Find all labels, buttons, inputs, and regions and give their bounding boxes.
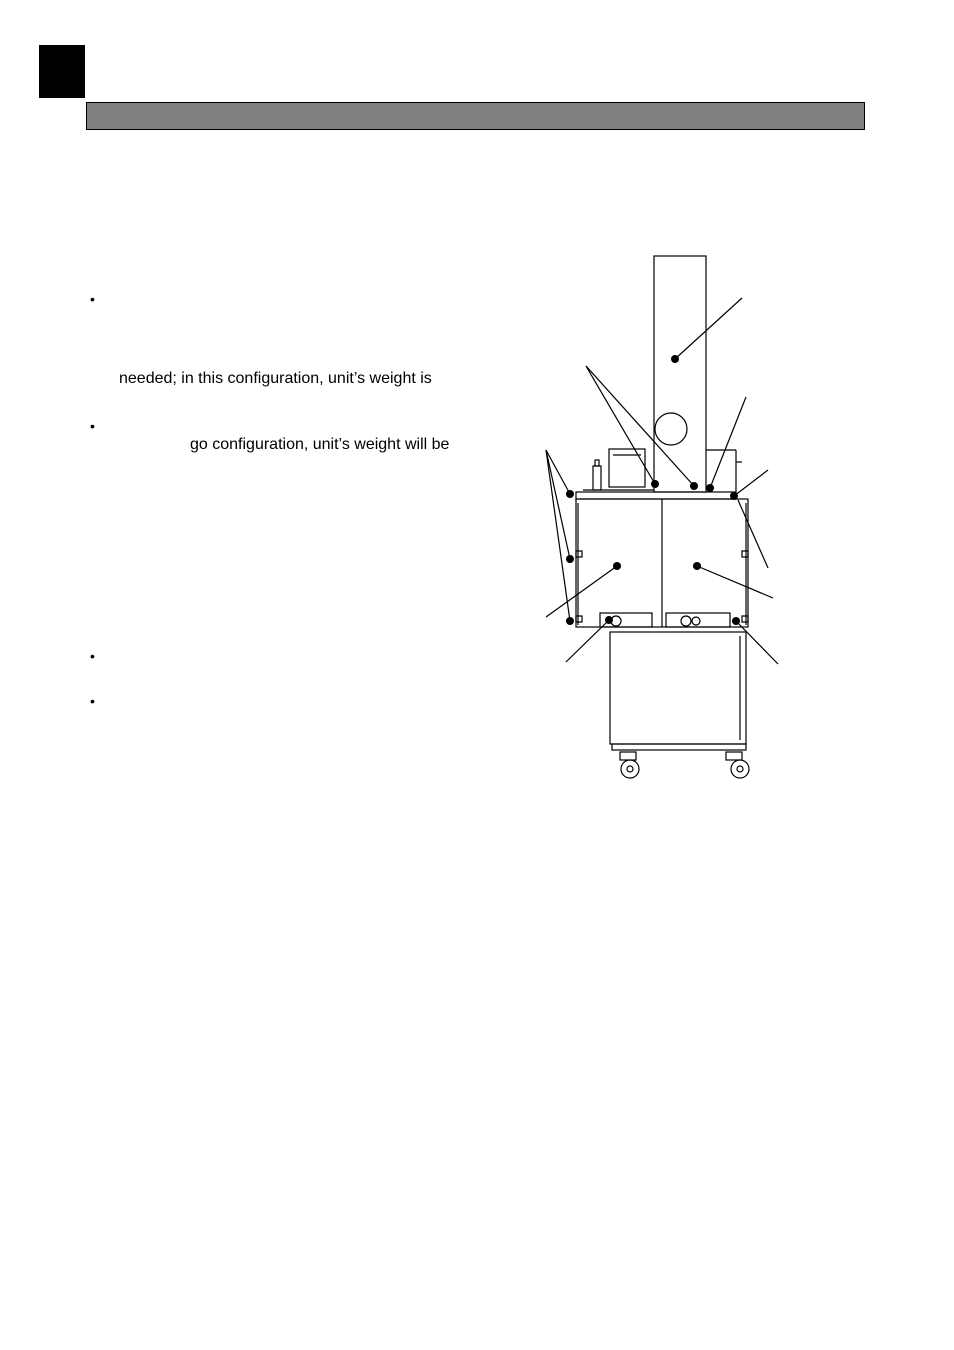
top-plate — [576, 492, 736, 499]
bullet-4: • — [90, 693, 95, 709]
column-body — [654, 256, 706, 492]
machine-diagram-icon — [530, 250, 790, 790]
wheel-right — [731, 760, 749, 778]
section-header-bar — [86, 102, 865, 130]
wheel-left — [621, 760, 639, 778]
chapter-tab — [39, 45, 85, 98]
bullet-3: • — [90, 648, 95, 664]
column-port — [655, 413, 687, 445]
bullet-2: • — [90, 418, 95, 434]
weight-text-line-1: needed; in this configuration, unit’s weight is — [119, 370, 432, 387]
weight-text-line-2: go configuration, unit’s weight will be — [190, 436, 450, 453]
bullet-1: • — [90, 291, 95, 307]
base-stand — [610, 632, 746, 744]
